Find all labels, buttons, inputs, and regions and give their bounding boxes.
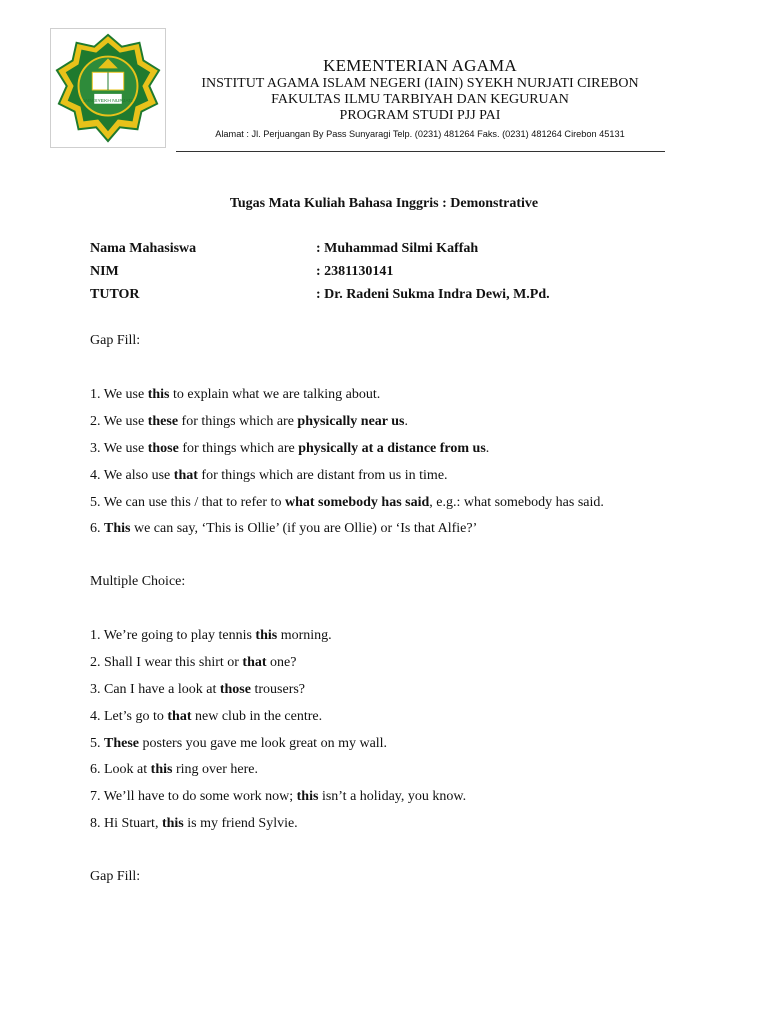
list-item bbox=[90, 682, 466, 709]
item-text: new club in the centre. bbox=[191, 708, 323, 724]
item-text: 6. bbox=[90, 521, 104, 537]
faculty-name: FAKULTAS ILMU TARBIYAH DAN KEGURUAN bbox=[271, 92, 569, 107]
item-text: 8. Hi Stuart, bbox=[90, 816, 162, 832]
item-text: is my friend Sylvie. bbox=[183, 816, 298, 832]
student-name-row bbox=[90, 241, 690, 264]
item-text: 2. We use bbox=[90, 413, 148, 429]
item-text: trousers? bbox=[250, 681, 306, 697]
item-text: 4. Let’s go to bbox=[90, 708, 168, 724]
answer-text: that bbox=[173, 467, 198, 483]
answer-text: this bbox=[147, 387, 170, 402]
list-item bbox=[90, 655, 466, 682]
list-item bbox=[90, 441, 604, 468]
list-item bbox=[90, 387, 604, 414]
item-text: 5. bbox=[90, 735, 104, 751]
item-text: for things which are distant from us in time. bbox=[197, 467, 448, 483]
item-text: isn’t a holiday, you know. bbox=[318, 789, 467, 805]
answer-text: that bbox=[167, 708, 192, 724]
list-item bbox=[90, 709, 466, 736]
student-nim-label: NIM bbox=[90, 264, 119, 279]
item-text: . bbox=[485, 440, 490, 456]
student-name-value: : Muhammad Silmi Kaffah bbox=[316, 241, 479, 256]
item-text: 3. Can I have a look at bbox=[90, 681, 220, 697]
answer-text: this bbox=[296, 789, 319, 805]
tutor-row bbox=[90, 287, 690, 310]
address-line: Alamat : Jl. Perjuangan By Pass Sunyaragi Telp. (0231) 481264 Faks. (0231) 481264 Cirebon 45131 bbox=[215, 129, 625, 139]
answer-text: this bbox=[150, 762, 173, 778]
institute-name: INSTITUT AGAMA ISLAM NEGERI (IAIN) SYEKH NURJATI CIREBON bbox=[201, 76, 639, 91]
answer-text: those bbox=[219, 681, 251, 697]
item-text: . bbox=[404, 413, 409, 429]
list-item bbox=[90, 414, 604, 441]
item-text: 1. We’re going to play tennis bbox=[90, 628, 256, 643]
item-text: 2. Shall I wear this shirt or bbox=[90, 654, 243, 670]
item-text: 1. We use bbox=[90, 387, 148, 402]
tutor-value: : Dr. Radeni Sukma Indra Dewi, M.Pd. bbox=[316, 287, 550, 302]
logo-emblem-icon bbox=[51, 29, 165, 147]
logo-caption: IAIN SYEKH NURJATI bbox=[83, 98, 133, 104]
list-item bbox=[90, 762, 466, 789]
item-text: to explain what we are talking about. bbox=[169, 387, 381, 402]
answer-text: physically at a distance from us bbox=[298, 440, 486, 456]
item-text: for things which are bbox=[178, 413, 298, 429]
letterhead-divider bbox=[176, 151, 665, 152]
ministry-name: KEMENTERIAN AGAMA bbox=[323, 56, 517, 75]
gap-fill-list bbox=[90, 387, 604, 548]
item-text: 3. We use bbox=[90, 440, 148, 456]
answer-text: physically near us bbox=[297, 413, 405, 429]
answer-text: this bbox=[255, 628, 278, 643]
list-item bbox=[90, 521, 604, 548]
item-text: for things which are bbox=[178, 440, 299, 456]
multiple-choice-list bbox=[90, 628, 466, 843]
student-nim-row bbox=[90, 264, 690, 287]
item-text: posters you gave me look great on my wall. bbox=[139, 735, 388, 751]
item-text: 5. We can use this / that to refer to bbox=[90, 494, 285, 510]
item-text: one? bbox=[266, 654, 297, 670]
answer-text: what somebody has said bbox=[284, 494, 430, 510]
item-text: 7. We’ll have to do some work now; bbox=[90, 789, 297, 805]
list-item bbox=[90, 628, 466, 655]
section-heading-gap-fill: Gap Fill: bbox=[90, 333, 141, 348]
student-info bbox=[90, 241, 690, 310]
tutor-label: TUTOR bbox=[90, 287, 140, 302]
answer-text: that bbox=[242, 654, 267, 670]
list-item bbox=[90, 816, 466, 843]
item-text: , e.g.: what somebody has said. bbox=[429, 494, 604, 510]
answer-text: this bbox=[161, 816, 184, 832]
student-nim-value: : 2381130141 bbox=[316, 264, 394, 279]
item-text: we can say, ‘This is Ollie’ (if you are Ollie) or ‘Is that Alfie?’ bbox=[130, 521, 478, 537]
item-text: morning. bbox=[277, 628, 332, 643]
answer-text: This bbox=[104, 521, 131, 537]
student-name-label: Nama Mahasiswa bbox=[90, 241, 197, 256]
document-title: Tugas Mata Kuliah Bahasa Inggris : Demonstrative bbox=[229, 196, 539, 211]
item-text: 6. Look at bbox=[90, 762, 151, 778]
section-heading-gap-fill-2: Gap Fill: bbox=[90, 869, 141, 884]
letterhead bbox=[176, 56, 664, 141]
program-name: PROGRAM STUDI PJJ PAI bbox=[339, 108, 501, 123]
list-item bbox=[90, 468, 604, 495]
answer-text: these bbox=[147, 413, 179, 429]
list-item bbox=[90, 789, 466, 816]
item-text: ring over here. bbox=[172, 762, 258, 778]
answer-text: those bbox=[147, 440, 179, 456]
list-item bbox=[90, 495, 604, 522]
answer-text: These bbox=[104, 735, 139, 751]
section-heading-multiple-choice: Multiple Choice: bbox=[90, 574, 186, 589]
university-logo bbox=[50, 28, 166, 148]
item-text: 4. We also use bbox=[90, 467, 174, 483]
list-item bbox=[90, 736, 466, 763]
